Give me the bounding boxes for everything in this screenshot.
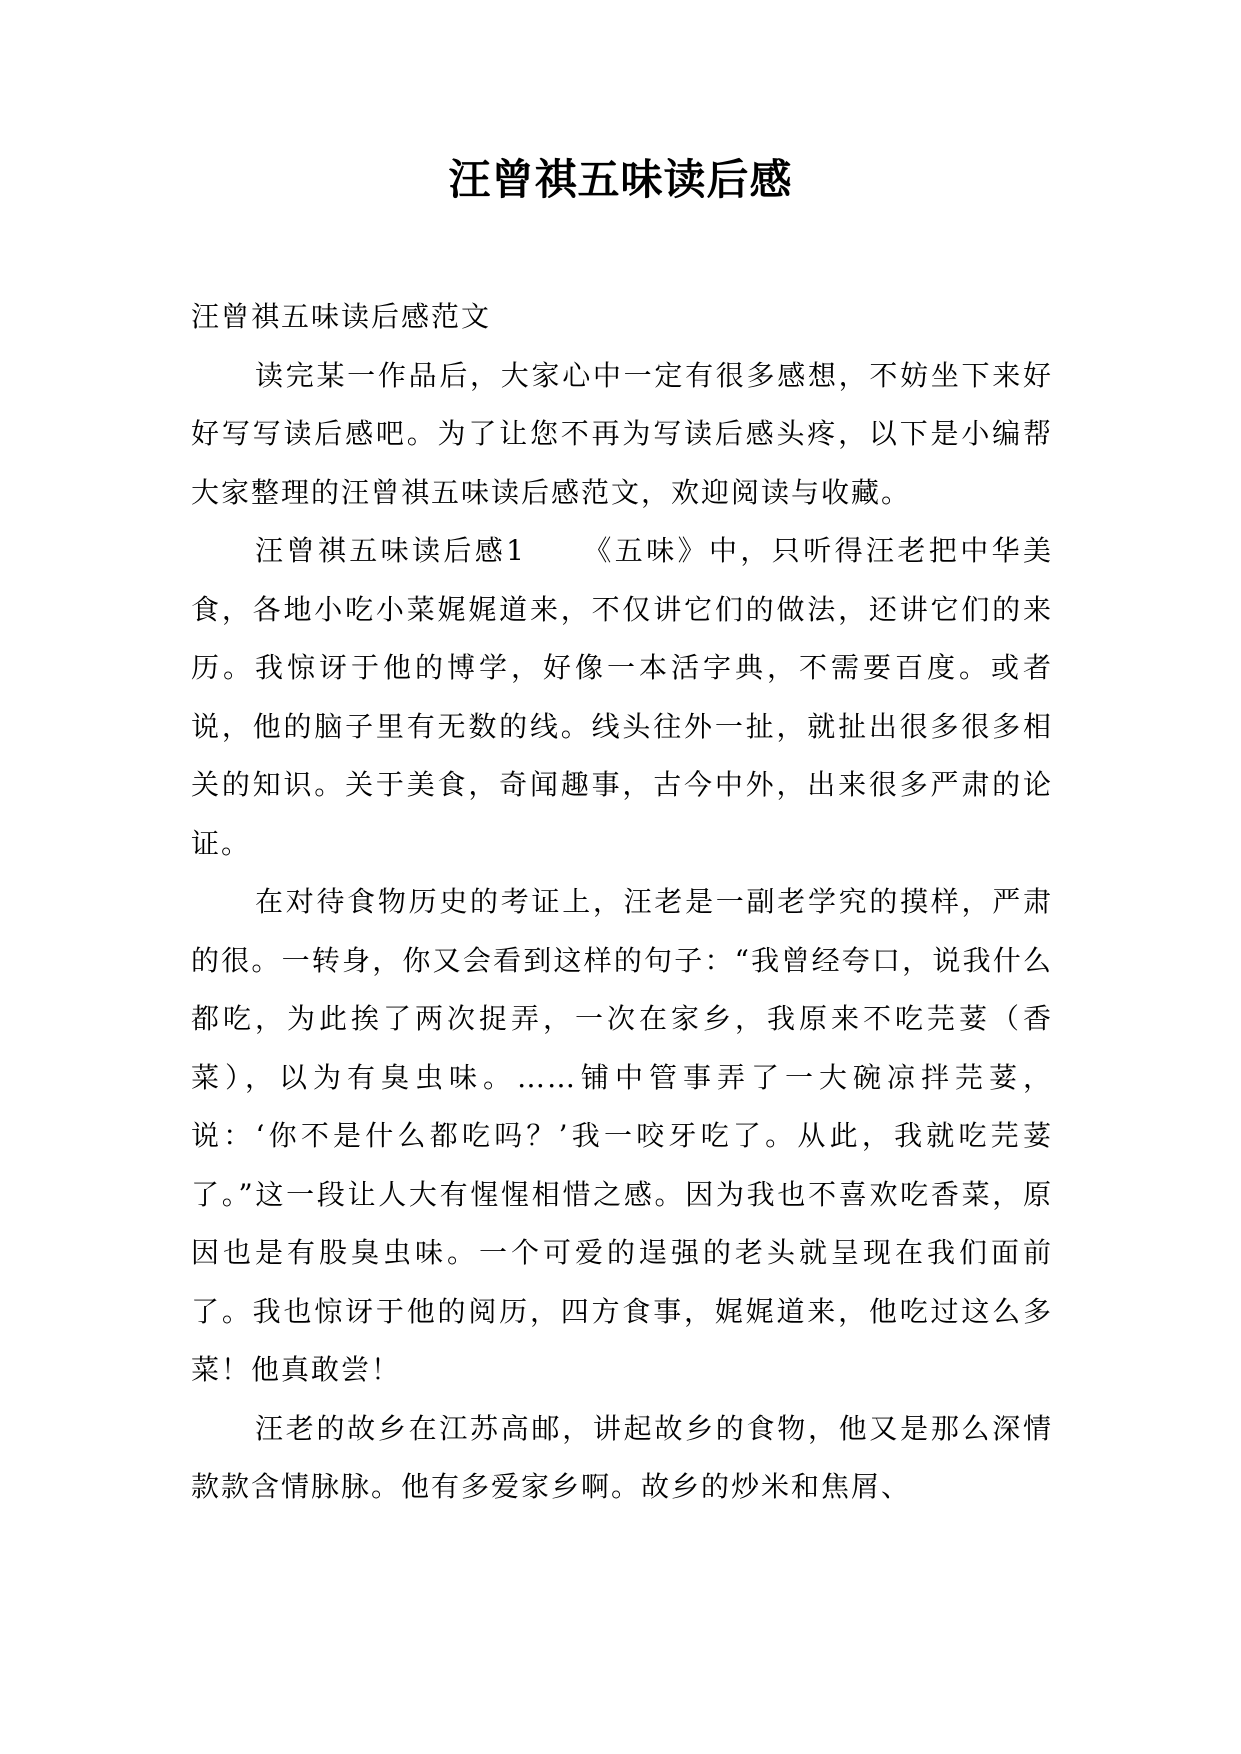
document-subtitle: 汪曾祺五味读后感范文	[191, 300, 492, 333]
document-title: 汪曾祺五味读后感	[448, 155, 793, 204]
section1-heading: 汪曾祺五味读后感1	[255, 534, 527, 567]
body-paragraph-3: 汪老的故乡在江苏高邮，讲起故乡的食物，他又是那么深情款款含情脉脉。他有多爱家乡啊。故乡的炒米和焦屑、	[191, 1411, 1053, 1503]
document-body	[191, 288, 1053, 1517]
intro-paragraph: 读完某一作品后，大家心中一定有很多感想，不妨坐下来好好写写读后感吧。为了让您不再为写读后感头疼，以下是小编帮大家整理的汪曾祺五味读后感范文，欢迎阅读与收藏。	[191, 358, 1053, 509]
section1-paragraph	[191, 522, 1053, 873]
section1-text: 《五味》中，只听得汪老把中华美食，各地小吃小菜娓娓道来，不仅讲它们的做法，还讲它们的来历。我惊讶于他的博学，好像一本活字典，不需要百度。或者说，他的脑子里有无数的线。线头往外一扯，就扯出很多很多相关的知识。关于美食，奇闻趣事，古今中外，出来很多严肃的论证。	[191, 534, 1053, 860]
body-paragraph-2: 在对待食物历史的考证上，汪老是一副老学究的摸样，严肃的很。一转身，你又会看到这样的句子：“我曾经夸口，说我什么都吃，为此挨了两次捉弄，一次在家乡，我原来不吃芫荽（香菜），以为有臭虫味。……铺中管事弄了一大碗凉拌芫荽，说：‘你不是什么都吃吗？’我一咬牙吃了。从此，我就吃芫荽了。”这一段让人大有惺惺相惜之感。因为我也不喜欢吃香菜，原因也是有股臭虫味。一个可爱的逞强的老头就呈现在我们面前了。我也惊讶于他的阅历，四方食事，娓娓道来，他吃过这么多菜！他真敢尝！	[191, 885, 1053, 1386]
